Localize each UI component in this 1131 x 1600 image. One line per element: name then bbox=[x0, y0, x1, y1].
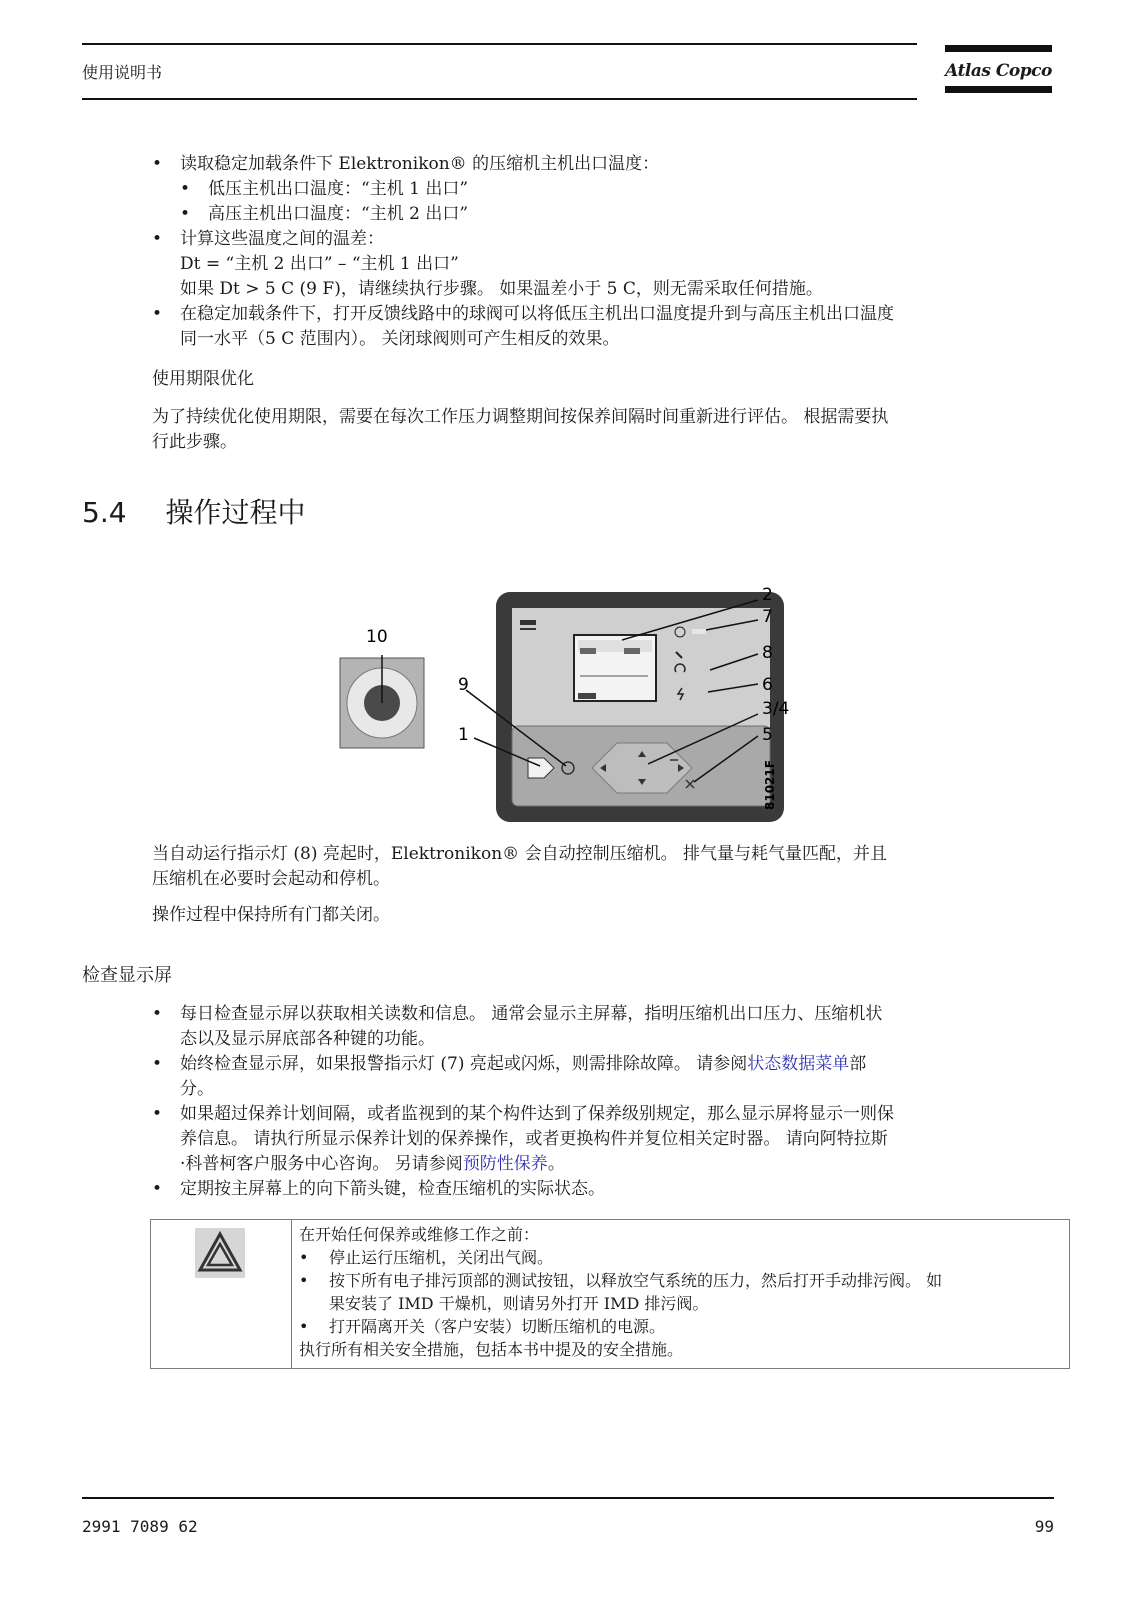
warning-triangle-icon bbox=[195, 1228, 245, 1278]
controller-figure bbox=[330, 580, 820, 830]
list-item: • 低压主机出口温度：“主机 1 出口” bbox=[180, 177, 1062, 202]
paragraph-line: 为了持续优化使用期限，需要在每次工作压力调整期间按保养间隔时间重新进行评估。 根据需要执 bbox=[152, 407, 889, 427]
warning-icon-cell bbox=[151, 1220, 292, 1368]
list-item-text: ·科普柯客户服务中心咨询。 另请参阅预防性保养。 bbox=[180, 1154, 565, 1174]
brand-badge bbox=[520, 620, 536, 625]
list-item: • 停止运行压缩机，关闭出气阀。 bbox=[299, 1246, 1057, 1269]
paragraph-line: 当自动运行指示灯 (8) 亮起时，Elektronikon® 会自动控制压缩机。 排气量与耗气量匹配，并且 bbox=[152, 844, 887, 864]
list-item-text: • 始终检查显示屏，如果报警指示灯 (7) 亮起或闪烁，则需排除故障。 请参阅状态数据菜单部 bbox=[180, 1054, 867, 1074]
list-item bbox=[152, 302, 1062, 352]
callout-3-4: 3/4 bbox=[762, 699, 790, 719]
callout-6: 6 bbox=[762, 675, 773, 695]
list-item-text: • 在稳定加载条件下，打开反馈线路中的球阀可以将低压主机出口温度提升到与高压主机出口温度 bbox=[180, 304, 894, 324]
paragraph-line: 行此步骤。 bbox=[152, 432, 237, 452]
check-display-heading: 检查显示屏 bbox=[82, 965, 172, 986]
warning-text-cell bbox=[293, 1220, 1063, 1364]
callout-8: 8 bbox=[762, 643, 773, 663]
list-item bbox=[152, 227, 1062, 302]
status-data-menu-link[interactable]: 状态数据菜单 bbox=[747, 1054, 850, 1074]
list-item: • 打开隔离开关（客户安装）切断压缩机的电源。 bbox=[299, 1315, 1057, 1338]
list-item-text: • 计算这些温度之间的温差： bbox=[180, 229, 384, 249]
list-item bbox=[152, 1102, 1062, 1177]
optimize-title: 使用期限优化 bbox=[152, 369, 254, 389]
list-item-text: 养信息。 请执行所显示保养计划的保养操作，或者更换构件并复位相关定时器。 请向阿特拉斯 bbox=[180, 1129, 888, 1149]
list-item-text: • 按下所有电子排污顶部的测试按钮，以释放空气系统的压力，然后打开手动排污阀。 如 bbox=[329, 1271, 943, 1290]
optimize-paragraph bbox=[152, 405, 1062, 455]
callout-9: 9 bbox=[458, 675, 469, 695]
list-item-text: 分。 bbox=[180, 1079, 214, 1099]
top-bullet-list bbox=[152, 152, 1062, 352]
list-item-text: 读取稳定加载条件下 Elektronikon® 的压缩机主机出口温度： bbox=[180, 154, 660, 174]
callout-2: 2 bbox=[762, 585, 773, 605]
list-item-text: • 如果超过保养计划间隔，或者监视到的某个构件达到了保养级别规定，那么显示屏将显示一则保 bbox=[180, 1104, 894, 1124]
callout-5: 5 bbox=[762, 725, 773, 745]
list-item-text: 态以及显示屏底部各种键的功能。 bbox=[180, 1029, 435, 1049]
header-title: 使用说明书 bbox=[82, 63, 163, 82]
list-item: • 高压主机出口温度：“主机 2 出口” bbox=[180, 202, 1062, 227]
header-top-rule bbox=[82, 43, 917, 45]
list-item-text: 果安装了 IMD 干燥机，则请另外打开 IMD 排污阀。 bbox=[329, 1294, 709, 1313]
callout-1: 1 bbox=[458, 725, 469, 745]
warning-intro: 在开始任何保养或维修工作之前： bbox=[299, 1225, 540, 1244]
auto-run-paragraph bbox=[152, 842, 1062, 892]
section-heading bbox=[82, 496, 306, 529]
warning-box bbox=[150, 1219, 1070, 1369]
header-bottom-rule bbox=[82, 98, 917, 100]
list-item-text: • 每日检查显示屏以获取相关读数和信息。 通常会显示主屏幕，指明压缩机出口压力、压缩机状 bbox=[180, 1004, 883, 1024]
list-item bbox=[152, 152, 1062, 227]
list-item bbox=[299, 1269, 1057, 1315]
callout-7: 7 bbox=[762, 607, 773, 627]
list-item bbox=[152, 1002, 1062, 1052]
brand-logo bbox=[945, 45, 1052, 101]
doors-paragraph: 操作过程中保持所有门都关闭。 bbox=[152, 905, 390, 925]
list-item: • 定期按主屏幕上的向下箭头键，检查压缩机的实际状态。 bbox=[152, 1177, 1062, 1202]
document-number: 2991 7089 62 bbox=[82, 1517, 198, 1536]
list-item-text: 同一水平（5 C 范围内）。 关闭球阀则可产生相反的效果。 bbox=[180, 329, 620, 349]
page-number: 99 bbox=[1034, 1517, 1054, 1536]
warning-footer: 执行所有相关安全措施，包括本书中提及的安全措施。 bbox=[299, 1340, 684, 1359]
formula-note: 如果 Dt > 5 C (9 F)，请继续执行步骤。 如果温差小于 5 C，则无需采取任何措施。 bbox=[180, 279, 823, 299]
preventive-maintenance-link[interactable]: 预防性保养 bbox=[462, 1154, 548, 1174]
section-number: 5.4 bbox=[82, 496, 127, 529]
section-title: 操作过程中 bbox=[165, 496, 306, 529]
paragraph-line: 压缩机在必要时会起动和停机。 bbox=[152, 869, 390, 889]
figure-code: 81021F bbox=[763, 760, 777, 810]
brand-logo-text: Atlas Copco bbox=[945, 61, 1052, 81]
callout-10: 10 bbox=[366, 627, 388, 647]
footer-rule bbox=[82, 1497, 1054, 1499]
check-display-list bbox=[152, 1002, 1062, 1202]
formula: Dt = “主机 2 出口” – “主机 1 出口” bbox=[180, 254, 459, 274]
list-item bbox=[152, 1052, 1062, 1102]
